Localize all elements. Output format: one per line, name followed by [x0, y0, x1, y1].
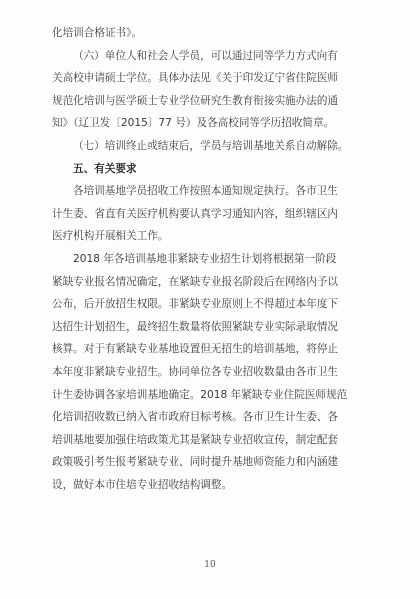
text-line: 本年度非紧缺专业招生。协同单位各专业招收数量由各市卫生	[52, 365, 339, 378]
page-number: 10	[204, 560, 216, 570]
text-line: 化培训招收数已纳入省市政府目标考核。各市卫生计生委、各	[52, 411, 339, 424]
text-line: 政策吸引考生报考紧缺专业、同时提升基地师资能力和内涵建	[52, 456, 339, 469]
text-line: 知》（辽卫发〔2015〕77 号）及各高校同等学历招收简章。	[52, 117, 335, 130]
text-line: 2018 年各培训基地非紧缺专业招生计划将根据第一阶段	[73, 252, 337, 265]
text-line: 规范化培训与医学硕士专业学位研究生教育衔接实施办法的通	[52, 94, 339, 107]
text-line: 医疗机构开展相关工作。	[52, 230, 169, 243]
text-line: 设，做好本市住培专业招收结构调整。	[52, 478, 233, 491]
text-line: 计生委、省直有关医疗机构要认真学习通知内容，组织辖区内	[52, 207, 339, 220]
text-line: 达招生计划招生，最终招生数量将依照紧缺专业实际录取情况	[52, 320, 339, 333]
text-line: 化培训合格证书》。	[52, 27, 143, 39]
text-line: （七）培训终止或结束后，学员与培训基地关系自动解除。	[73, 139, 349, 152]
text-line: 公布，后开放招生权限。非紧缺专业原则上不得超过本年度下	[52, 298, 339, 311]
text-line: 关高校申请硕士学位。具体办法见《关于印发辽宁省住院医师	[52, 72, 339, 85]
text-line: （六）单位人和社会人学员，可以通过同等学力方式向有	[73, 49, 338, 62]
text-line: 培训基地要加强住培政策尤其是紧缺专业招收宣传，制定配套	[52, 433, 339, 446]
section-heading: 五、有关要求	[73, 162, 137, 175]
text-line: 紧缺专业报名情况确定，在紧缺专业报名阶段后在网络内予以	[52, 275, 339, 288]
text-line: 各培训基地学员招收工作按照本通知规定执行。各市卫生	[73, 185, 338, 198]
page-body	[52, 22, 374, 496]
text-line: 计生委协调各家培训基地确定。2018 年紧缺专业住院医师规范	[52, 388, 348, 401]
text-line: 核算。对于有紧缺专业基地设置但无招生的培训基地，将停止	[52, 343, 339, 356]
